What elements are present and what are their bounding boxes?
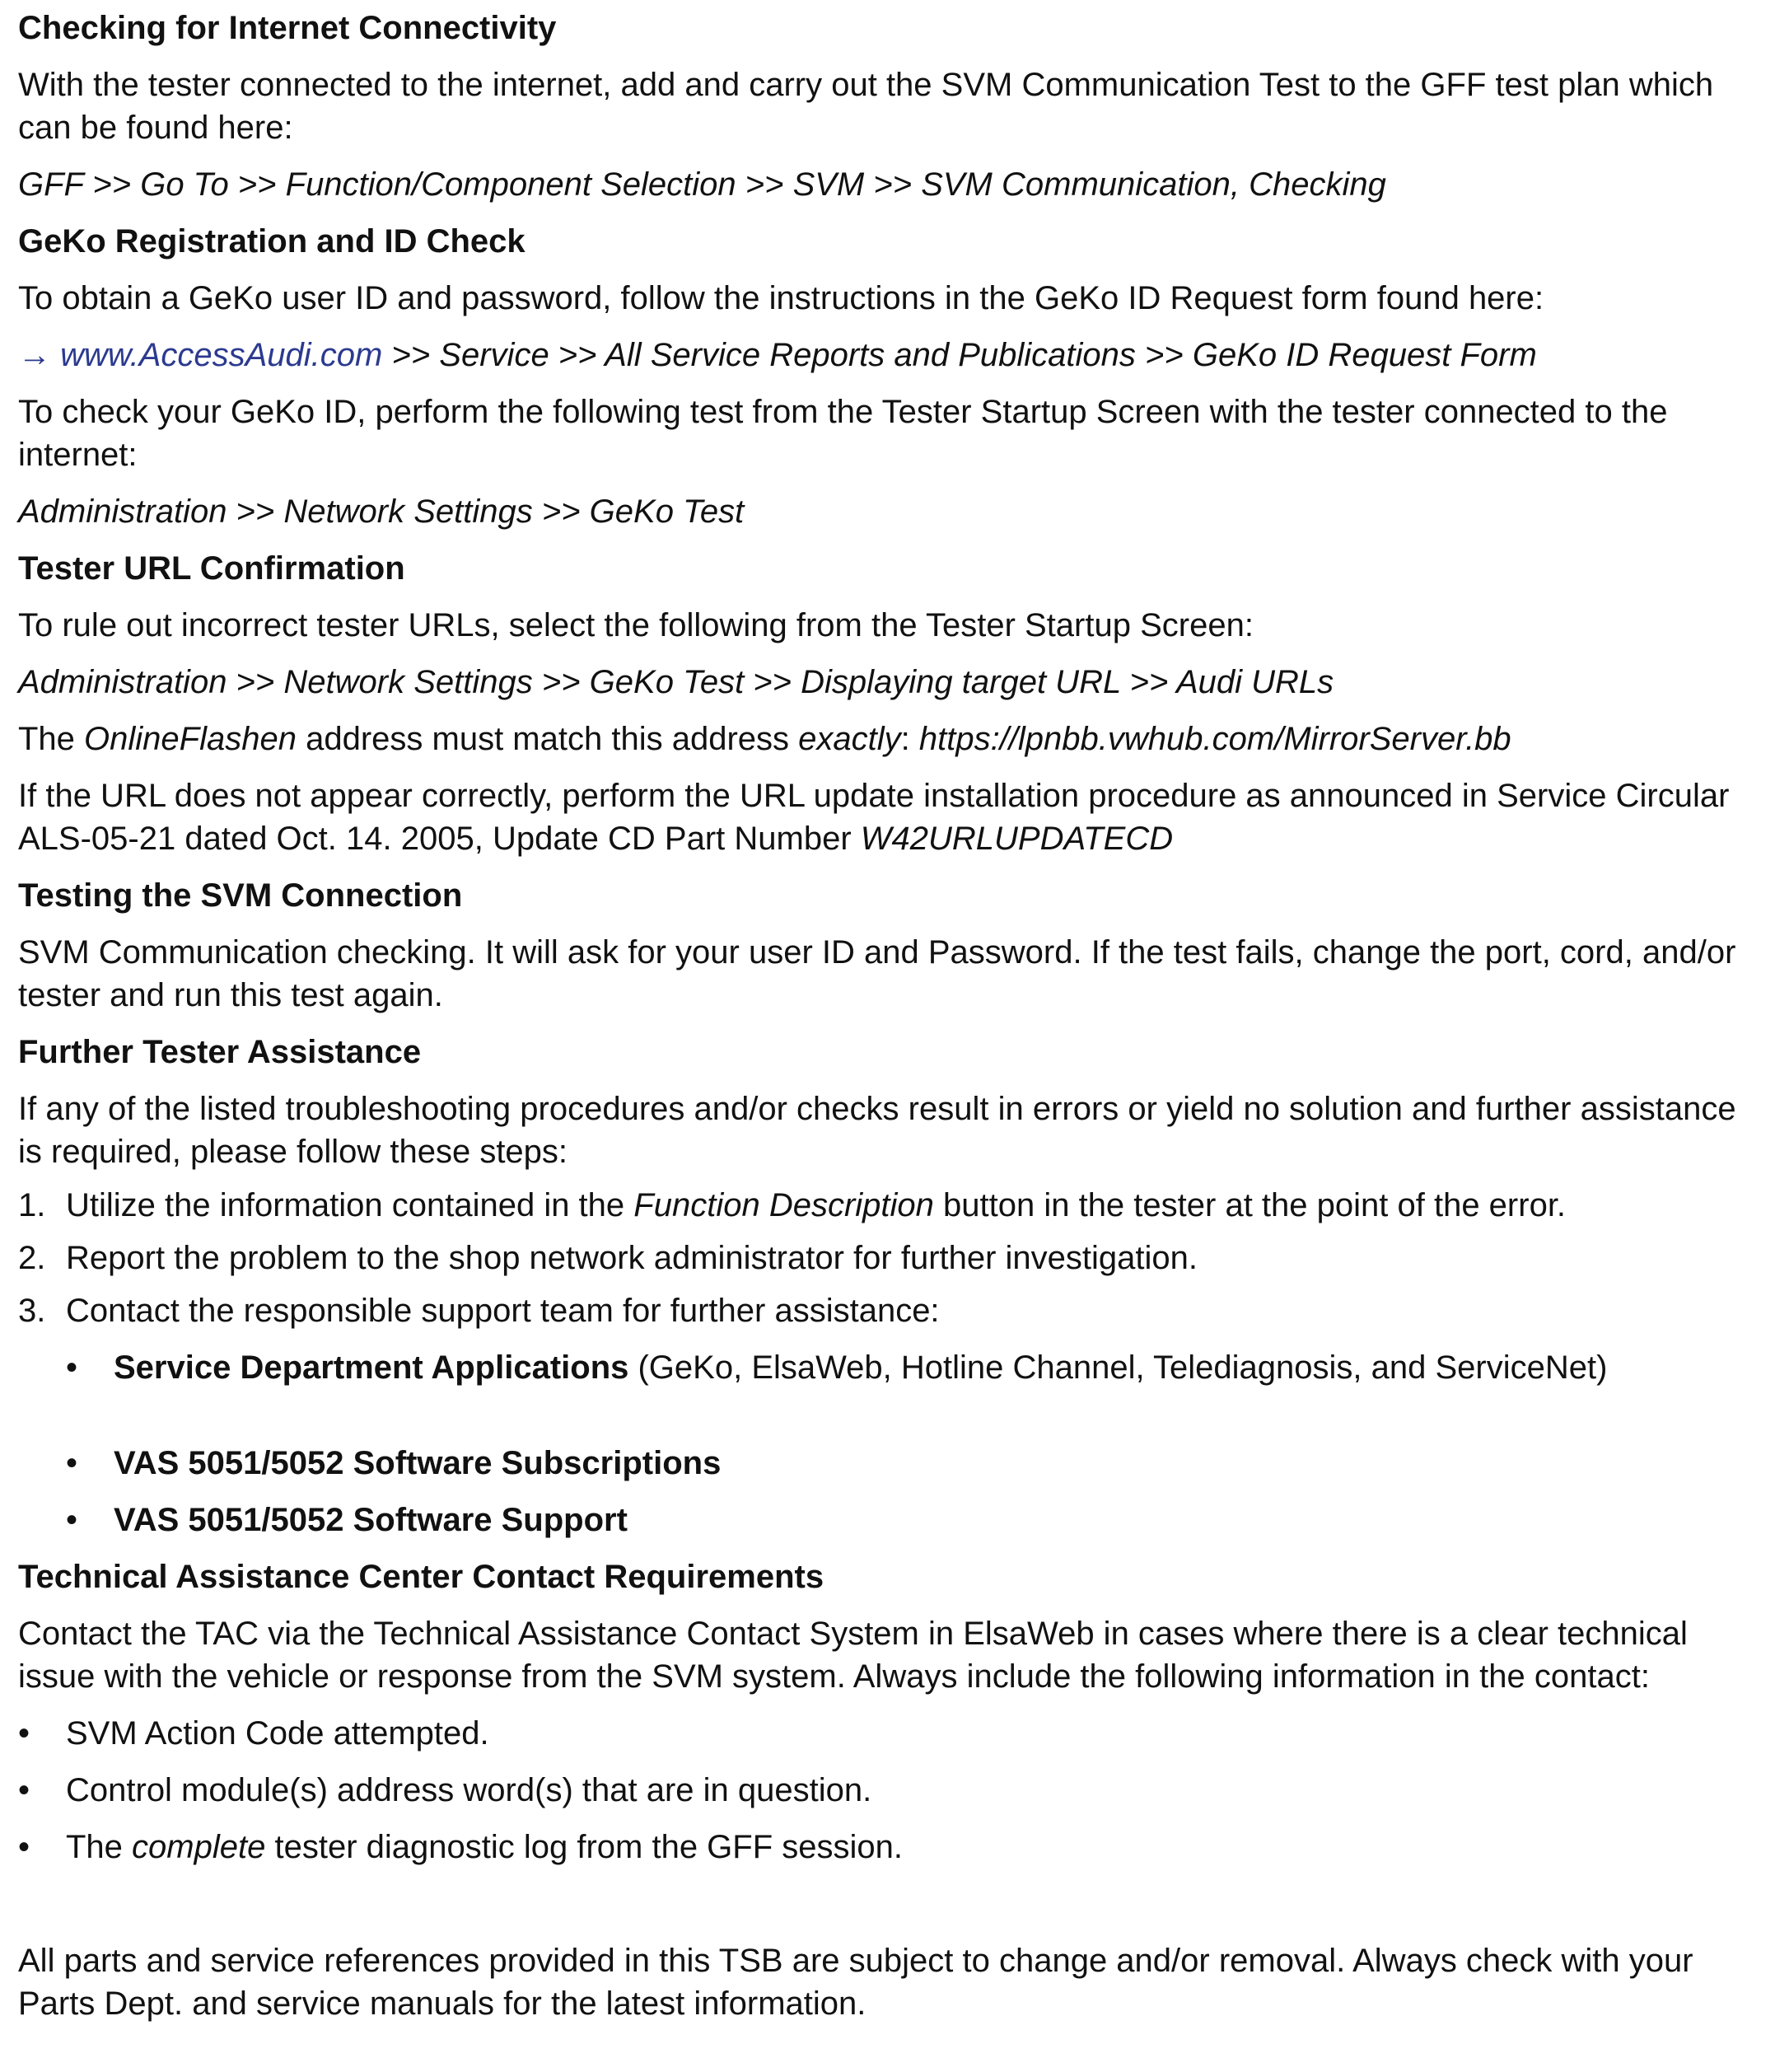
bullet-icon: • <box>66 1445 78 1481</box>
tac-bullet <box>18 1826 1755 1869</box>
bullet-icon: • <box>18 1715 30 1752</box>
step-text: Report the problem to the shop network administrator for further investigation. <box>66 1240 1198 1276</box>
step-number: 3. <box>18 1293 46 1329</box>
url-match-text: address must match this address <box>296 721 799 757</box>
svm-paragraph: SVM Communication checking. It will ask for your user ID and Password. If the test fails, change the port, cord, and/or tester and run this test again. <box>18 934 1736 1013</box>
heading-further: Further Tester Assistance <box>18 1034 422 1070</box>
step-text: Contact the responsible support team for further assistance: <box>66 1293 940 1329</box>
support-team-item <box>18 1442 1755 1485</box>
support-team-text: Service Department Applications (GeKo, ElsaWeb, Hotline Channel, Telediagnosis, and ServiceNet) <box>114 1349 1608 1386</box>
geko-paragraph: To obtain a GeKo user ID and password, follow the instructions in the GeKo ID Request form found here: <box>18 280 1544 316</box>
support-team-item <box>18 1346 1755 1389</box>
url-update-text: If the URL does not appear correctly, perform the URL update installation procedure as announced in Service Circular ALS-05-21 dated Oct. 14. 2005, Update CD Part Number <box>18 778 1730 857</box>
step-number: 2. <box>18 1240 46 1276</box>
heading-tac: Technical Assistance Center Contact Requirements <box>18 1559 824 1595</box>
step-1 <box>18 1184 1755 1227</box>
heading-svm: Testing the SVM Connection <box>18 877 463 914</box>
tac-bullet-text: The complete tester diagnostic log from the GFF session. <box>66 1829 904 1865</box>
step-2 <box>18 1237 1755 1279</box>
accessaudi-link[interactable]: www.AccessAudi.com <box>60 337 383 373</box>
geko-check-paragraph: To check your GeKo ID, perform the following test from the Tester Startup Screen with the tester connected to the internet: <box>18 394 1668 473</box>
exactly-term: exactly <box>798 721 901 757</box>
bullet-icon: • <box>66 1349 78 1386</box>
tac-paragraph: Contact the TAC via the Technical Assistance Contact System in ElsaWeb in cases where there is a clear technical issue with the vehicle or response from the SVM system. Always include the following information in the contact: <box>18 1616 1688 1695</box>
connectivity-path: GFF >> Go To >> Function/Component Selection >> SVM >> SVM Communication, Checking <box>18 166 1386 203</box>
geko-link-line <box>18 334 1755 377</box>
geko-link-path: >> Service >> All Service Reports and Publications >> GeKo ID Request Form <box>382 337 1537 373</box>
tac-bullet <box>18 1769 1755 1812</box>
further-paragraph: If any of the listed troubleshooting procedures and/or checks result in errors or yield no solution and further assistance is required, please follow these steps: <box>18 1091 1736 1170</box>
connectivity-paragraph: With the tester connected to the internet, add and carry out the SVM Communication Test to the GFF test plan which can be found here: <box>18 67 1714 146</box>
support-team-item <box>18 1499 1755 1541</box>
step-number: 1. <box>18 1187 46 1223</box>
url-match-line <box>18 718 1755 760</box>
footer-disclaimer: All parts and service references provided in this TSB are subject to change and/or removal. Always check with your Parts Dept. and service manuals for the latest information. <box>18 1943 1693 2022</box>
url-paragraph: To rule out incorrect tester URLs, select the following from the Tester Startup Screen: <box>18 607 1254 643</box>
step-text: Utilize the information contained in the Function Description button in the tester at the point of the error. <box>66 1187 1567 1223</box>
heading-geko: GeKo Registration and ID Check <box>18 223 525 260</box>
bullet-icon: • <box>66 1502 78 1538</box>
url-update-paragraph <box>18 774 1755 860</box>
onlineflashen-term: OnlineFlashen <box>84 721 297 757</box>
tac-bullet <box>18 1712 1755 1755</box>
tac-bullet-text: Control module(s) address word(s) that are in question. <box>66 1772 872 1808</box>
url-match-text: The <box>18 721 85 757</box>
bullet-icon: • <box>18 1772 30 1808</box>
mirror-server-url: https://lpnbb.vwhub.com/MirrorServer.bb <box>918 721 1511 757</box>
tac-bullet-text: SVM Action Code attempted. <box>66 1715 489 1752</box>
support-team-text: VAS 5051/5052 Software Support <box>114 1502 628 1538</box>
url-match-text: : <box>900 721 919 757</box>
step-3 <box>18 1289 1755 1332</box>
support-team-text: VAS 5051/5052 Software Subscriptions <box>114 1445 722 1481</box>
url-path: Administration >> Network Settings >> GeKo Test >> Displaying target URL >> Audi URLs <box>18 664 1334 700</box>
heading-url: Tester URL Confirmation <box>18 550 405 587</box>
geko-path: Administration >> Network Settings >> GeKo Test <box>18 493 745 530</box>
arrow-icon: → <box>18 337 61 373</box>
bullet-icon: • <box>18 1829 30 1865</box>
heading-connectivity: Checking for Internet Connectivity <box>18 10 557 46</box>
update-cd-part-number: W42URLUPDATECD <box>860 821 1174 857</box>
